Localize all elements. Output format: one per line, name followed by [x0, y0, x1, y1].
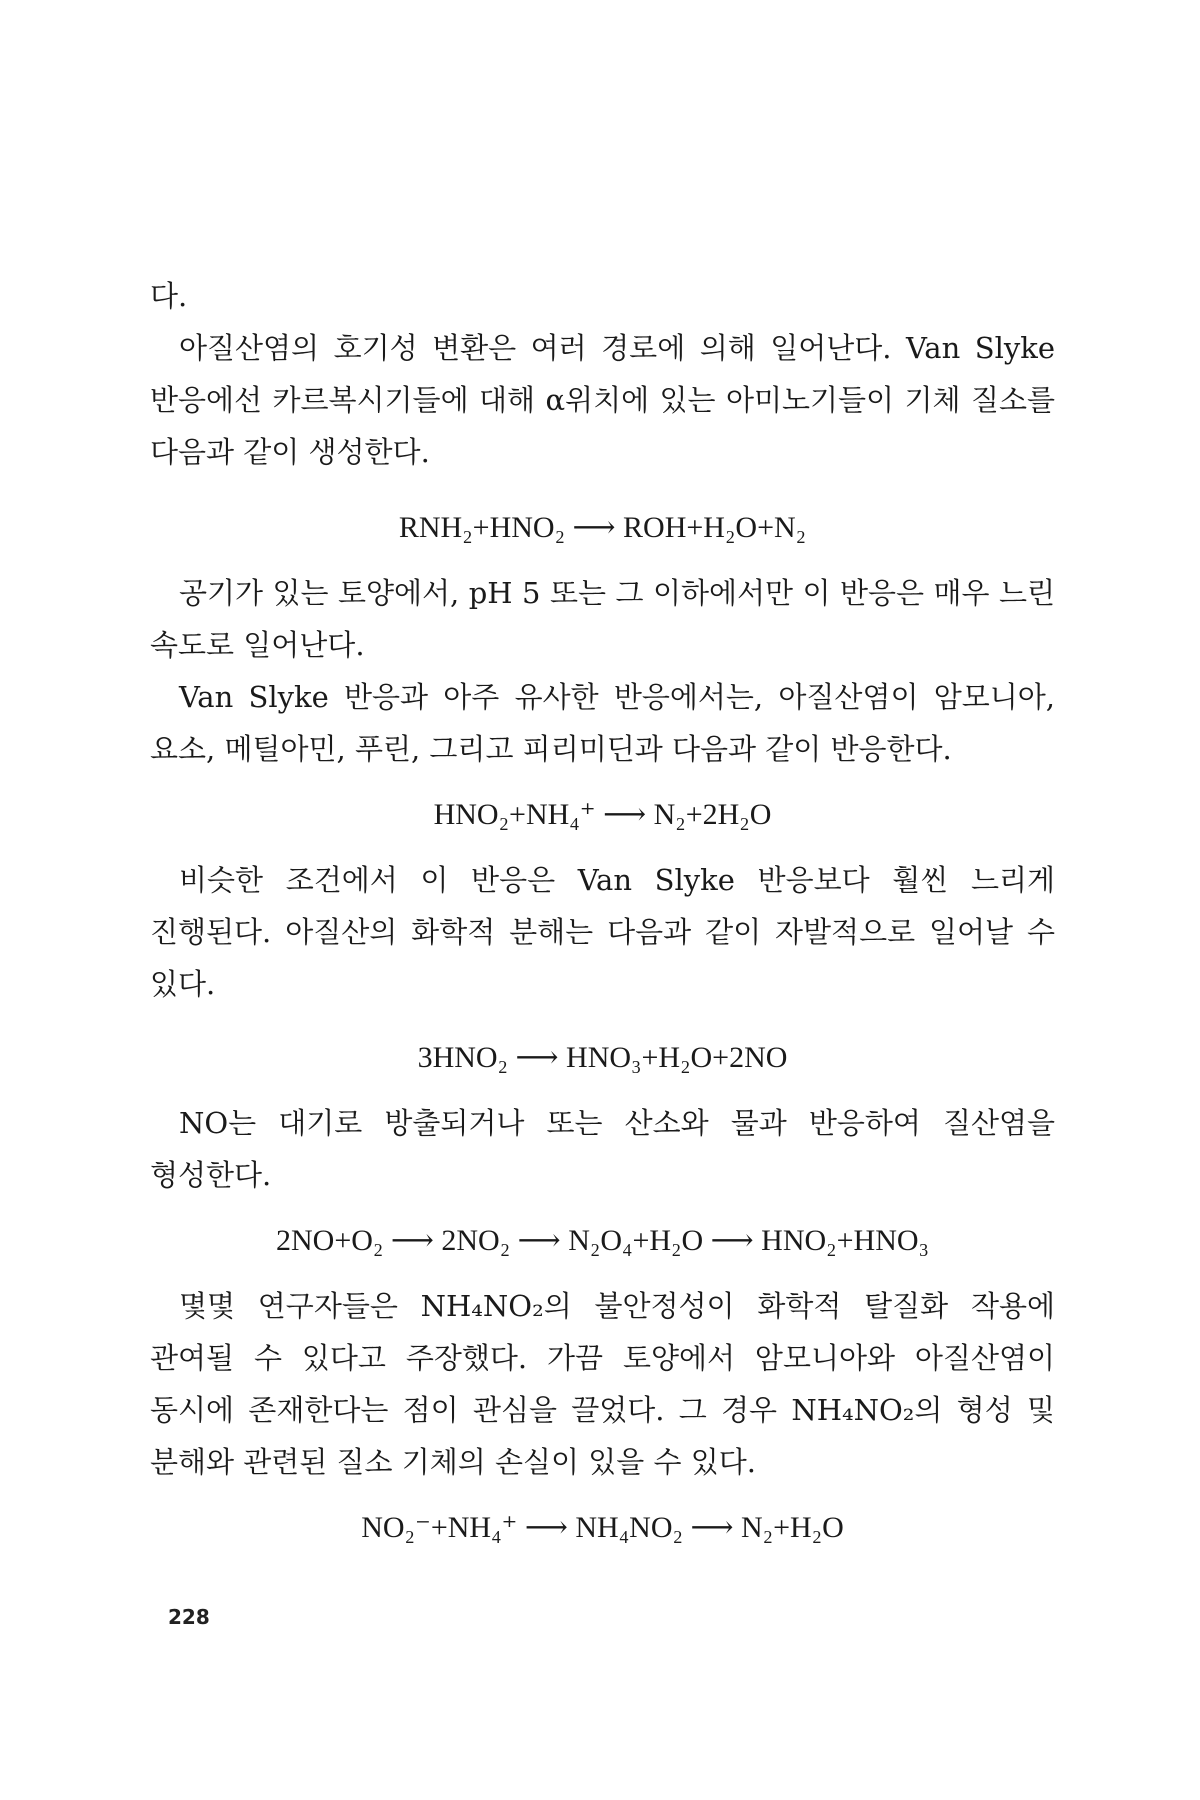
equation-van-slyke: RNH₂+HNO₂ ⟶ ROH+H₂O+N₂: [398, 511, 807, 544]
page-body: [150, 270, 1055, 1545]
paragraph-similar-reaction: Van Slyke 반응과 아주 유사한 반응에서는, 아질산염이 암모니아, 요소, 메틸아민, 푸린, 그리고 피리미딘과 다음과 같이 반응한다.: [150, 680, 1055, 766]
paragraph-soil-ph: 공기가 있는 토양에서, pH 5 또는 그 이하에서만 이 반응은 매우 느린 속도로 일어난다.: [150, 576, 1055, 662]
equation-ammonium-nitrite: HNO₂+NH₄⁺ ⟶ N₂+2H₂O: [433, 798, 772, 831]
equation-nh4no2-formation: NO₂⁻+NH₄⁺ ⟶ NH₄NO₂ ⟶ N₂+H₂O: [361, 1511, 844, 1544]
equation-nitrous-acid-decomposition: 3HNO₂ ⟶ HNO₃+H₂O+2NO: [417, 1041, 788, 1074]
paragraph-continuation: 다.: [150, 279, 188, 313]
equation-no-oxidation: 2NO+O₂ ⟶ 2NO₂ ⟶ N₂O₄+H₂O ⟶ HNO₂+HNO₃: [276, 1224, 929, 1257]
paragraph-van-slyke-intro: 아질산염의 호기성 변환은 여러 경로에 의해 일어난다. Van Slyke 반응에선 카르복시기들에 대해 α위치에 있는 아미노기들이 기체 질소를 다음과 같이 생성한다.: [150, 331, 1055, 469]
paragraph-nh4no2-instability: 몇몇 연구자들은 NH₄NO₂의 불안정성이 화학적 탈질화 작용에 관여될 수 있다고 주장했다. 가끔 토양에서 암모니아와 아질산염이 동시에 존재한다는 점이 관심을 끌었다. 그 경우 NH₄NO₂의 형성 및 분해와 관련된 질소 기체의 손실이 있을 수 있다.: [150, 1289, 1055, 1479]
paragraph-no-release: NO는 대기로 방출되거나 또는 산소와 물과 반응하여 질산염을 형성한다.: [150, 1106, 1055, 1192]
page-number: 228: [168, 1605, 210, 1629]
paragraph-chemical-decomposition: 비슷한 조건에서 이 반응은 Van Slyke 반응보다 훨씬 느리게 진행된다. 아질산의 화학적 분해는 다음과 같이 자발적으로 일어날 수 있다.: [150, 863, 1055, 1001]
